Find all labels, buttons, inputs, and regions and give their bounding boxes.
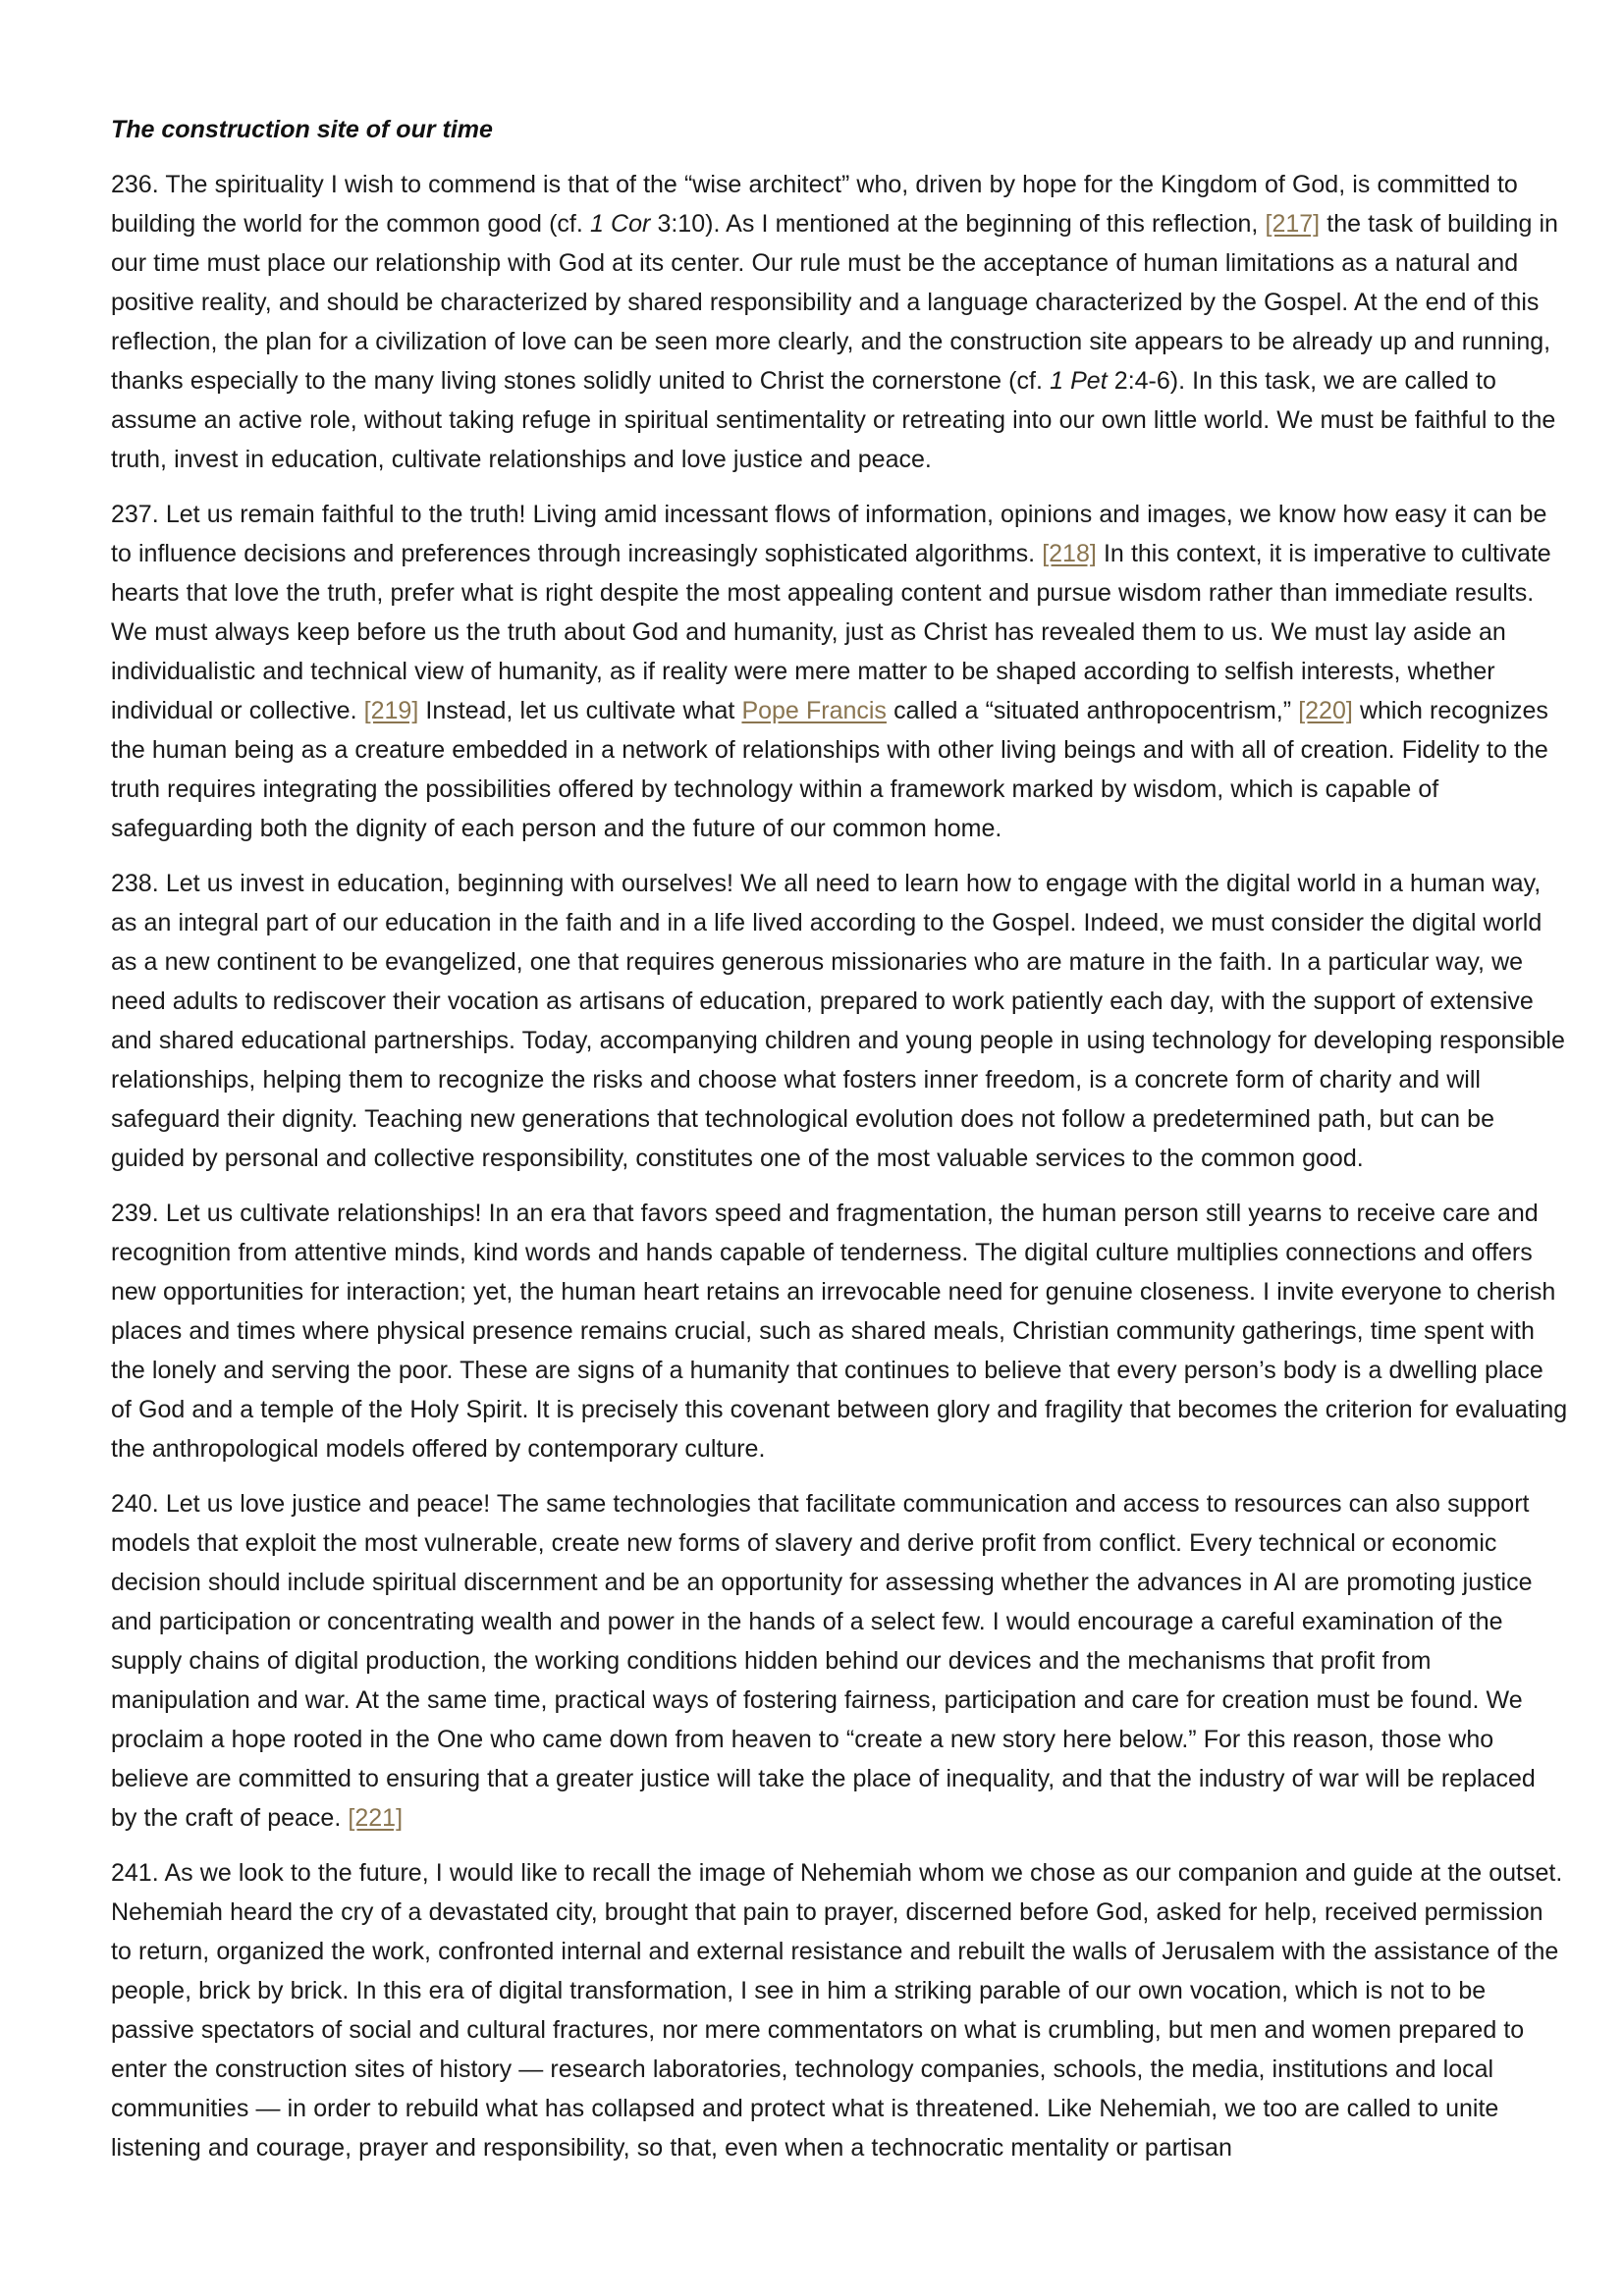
paragraph-number: 239. bbox=[111, 1200, 159, 1227]
paragraph-text: the task of building in our time must place our relationship with God at its center. Our rule must be the acceptance of human limitations as a natural and positive reality, and should be characterized by shared responsibility and a language characterized by the Gospel. At the end of this reflection, the plan for a civilization of love can be seen more clearly, and the construction site appears to be already up and running, thanks especially to the many living stones solidly united to Christ the cornerstone (cf. bbox=[111, 210, 1558, 395]
section-heading: The construction site of our time bbox=[111, 116, 493, 143]
paragraph-text: As we look to the future, I would like to recall the image of Nehemiah whom we chose as our companion and guide at the outset. Nehemiah heard the cry of a devastated city, brought that pain to prayer, discerned before God, asked for help, received permission to return, organized the work, confronted internal and external resistance and rebuilt the walls of Jerusalem with the assistance of the people, brick by brick. In this era of digital transformation, I see in him a striking parable of our own vocation, which is not to be passive spectators of social and cultural fractures, nor mere commentators on what is crumbling, but men and women prepared to enter the construction sites of history — research laboratories, technology companies, schools, the media, institutions and local communities — in order to rebuild what has collapsed and protect what is threatened. Like Nehemiah, we too are called to unite listening and courage, prayer and responsibility, so that, even when a technocratic mentality or partisan bbox=[111, 1859, 1563, 2162]
paragraph-text: Instead, let us cultivate what bbox=[418, 697, 742, 724]
paragraph-241 bbox=[111, 1853, 1568, 2167]
paragraph-number: 240. bbox=[111, 1490, 159, 1518]
citation-book: 1 Cor bbox=[589, 210, 651, 238]
paragraph-236 bbox=[111, 165, 1568, 479]
footnote-link[interactable]: [219] bbox=[363, 697, 419, 724]
paragraph-text: which recognizes the human being as a creature embedded in a network of relationships with other living beings and with all of creation. Fidelity to the truth requires integrating the possibilities offered by technology within a framework marked by wisdom, which is capable of safeguarding both the dignity of each person and the future of our common home. bbox=[111, 697, 1548, 842]
paragraph-text: Let us cultivate relationships! In an era that favors speed and fragmentation, the human person still yearns to receive care and recognition from attentive minds, kind words and hands capable of tenderness. The digital culture multiplies connections and offers new opportunities for interaction; yet, the human heart retains an irrevocable need for genuine closeness. I invite everyone to cherish places and times where physical presence remains crucial, such as shared meals, Christian community gatherings, time spent with the lonely and serving the poor. These are signs of a humanity that continues to believe that every person’s body is a dwelling place of God and a temple of the Holy Spirit. It is precisely this covenant between glory and fragility that becomes the criterion for evaluating the anthropological models offered by contemporary culture. bbox=[111, 1200, 1568, 1463]
paragraph-number: 241. bbox=[111, 1859, 159, 1887]
footnote-link[interactable]: [217] bbox=[1265, 210, 1321, 238]
paragraph-list bbox=[111, 165, 1568, 2167]
paragraph-text: Let us love justice and peace! The same technologies that facilitate communication and access to resources can also support models that exploit the most vulnerable, create new forms of slavery and derive profit from conflict. Every technical or economic decision should include spiritual discernment and be an opportunity for assessing whether the advances in AI are promoting justice and participation or concentrating wealth and power in the hands of a select few. I would encourage a careful examination of the supply chains of digital production, the working conditions hidden behind our devices and the mechanisms that profit from manipulation and war. At the same time, practical ways of fostering fairness, participation and care for creation must be found. We proclaim a hope rooted in the One who came down from heaven to “create a new story here below.” For this reason, those who believe are committed to ensuring that a greater justice will take the place of inequality, and that the industry of war will be replaced by the craft of peace. bbox=[111, 1490, 1536, 1832]
paragraph-240 bbox=[111, 1484, 1568, 1838]
author-link[interactable]: Pope Francis bbox=[741, 697, 887, 724]
footnote-link[interactable]: [218] bbox=[1042, 540, 1097, 567]
paragraph-text: Let us remain faithful to the truth! Living amid incessant flows of information, opinions and images, we know how easy it can be to influence decisions and preferences through increasingly sophisticated algorithms. bbox=[111, 501, 1547, 567]
paragraph-text: In this context, it is imperative to cultivate hearts that love the truth, prefer what is right despite the most appealing content and pursue wisdom rather than immediate results. We must always keep before us the truth about God and humanity, just as Christ has revealed them to us. We must lay aside an individualistic and technical view of humanity, as if reality were mere matter to be shaped according to selfish interests, whether individual or collective. bbox=[111, 540, 1551, 724]
footnote-link[interactable]: [220] bbox=[1298, 697, 1353, 724]
paragraph-number: 237. bbox=[111, 501, 159, 528]
paragraph-239 bbox=[111, 1194, 1568, 1468]
paragraph-text: called a “situated anthropocentrism,” bbox=[886, 697, 1299, 724]
citation-book: 1 Pet bbox=[1050, 367, 1108, 395]
paragraph-number: 238. bbox=[111, 870, 159, 897]
paragraph-number: 236. bbox=[111, 171, 159, 198]
paragraph-text: 3:10). As I mentioned at the beginning of this reflection, bbox=[650, 210, 1266, 238]
document-page bbox=[111, 110, 1568, 2183]
footnote-link[interactable]: [221] bbox=[348, 1804, 404, 1832]
paragraph-text: 2:4-6). In this task, we are called to assume an active role, without taking refuge in spiritual sentimentality or retreating into our own little world. We must be faithful to the truth, invest in education, cultivate relationships and love justice and peace. bbox=[111, 367, 1556, 473]
paragraph-238 bbox=[111, 864, 1568, 1178]
paragraph-text: Let us invest in education, beginning with ourselves! We all need to learn how to engage with the digital world in a human way, as an integral part of our education in the faith and in a life lived according to the Gospel. Indeed, we must consider the digital world as a new continent to be evangelized, one that requires generous missionaries who are mature in the faith. In a particular way, we need adults to rediscover their vocation as artisans of education, prepared to work patiently each day, with the support of extensive and shared educational partnerships. Today, accompanying children and young people in using technology for developing responsible relationships, helping them to recognize the risks and choose what fosters inner freedom, is a concrete form of charity and will safeguard their dignity. Teaching new generations that technological evolution does not follow a predetermined path, but can be guided by personal and collective responsibility, constitutes one of the most valuable services to the common good. bbox=[111, 870, 1565, 1172]
paragraph-237 bbox=[111, 495, 1568, 848]
paragraph-text: The spirituality I wish to commend is that of the “wise architect” who, driven by hope for the Kingdom of God, is committed to building the world for the common good (cf. bbox=[111, 171, 1518, 238]
